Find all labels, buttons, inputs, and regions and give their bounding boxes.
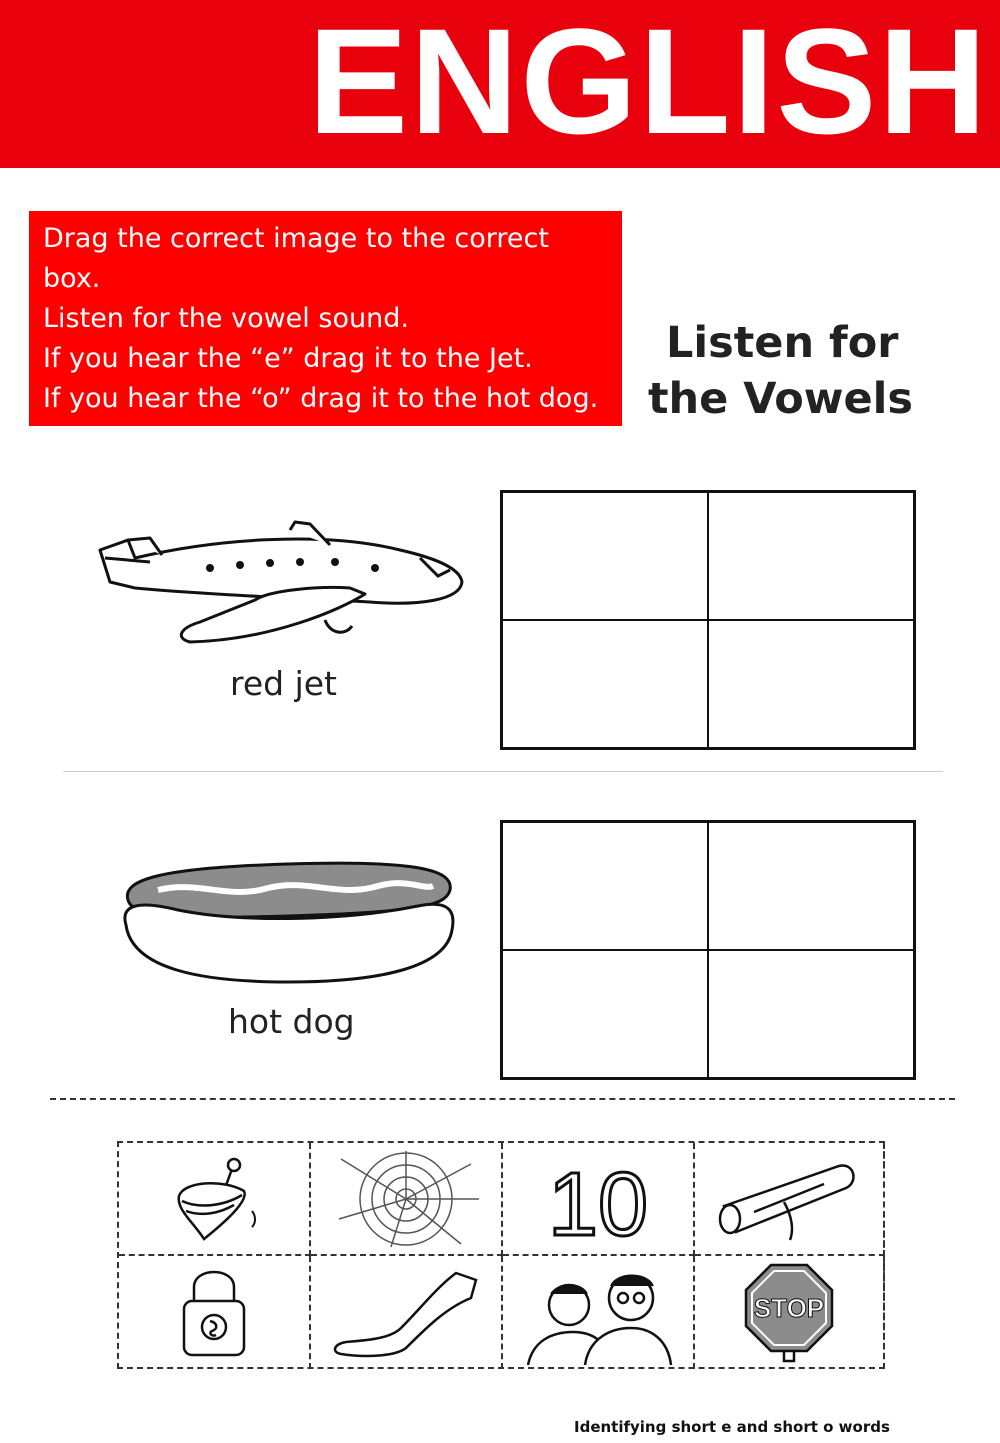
card-leg[interactable]: [311, 1256, 503, 1369]
instruction-line-3: Listen for the vowel sound.: [43, 303, 409, 334]
instructions-box: [29, 211, 622, 426]
cut-line: [50, 1098, 955, 1100]
hotdog-drop-grid: [500, 820, 916, 1080]
jet-icon: [90, 510, 470, 650]
hotdog-drop-box[interactable]: [502, 822, 708, 950]
jet-drop-box[interactable]: [502, 492, 708, 620]
jet-drop-box[interactable]: [708, 492, 914, 620]
jet-drop-box[interactable]: [708, 620, 914, 748]
instruction-line-1: Drag the correct image to the correct: [43, 223, 549, 254]
number-ten-icon: [538, 1149, 658, 1255]
log-icon: [714, 1154, 864, 1244]
footer-caption: Identifying short e and short o words: [574, 1418, 890, 1436]
section-divider: [63, 771, 943, 772]
hotdog-drop-box[interactable]: [708, 950, 914, 1078]
two-men-icon: [523, 1260, 673, 1365]
card-stop-sign[interactable]: [695, 1256, 885, 1369]
jet-drop-box[interactable]: [502, 620, 708, 748]
hotdog-drop-box[interactable]: [708, 822, 914, 950]
instruction-line-2: box.: [43, 263, 101, 294]
stop-sign-text: STOP: [753, 1292, 825, 1323]
card-padlock[interactable]: [119, 1256, 311, 1369]
hotdog-label: hot dog: [228, 1002, 355, 1041]
heading-line-2: the Vowels: [648, 374, 913, 424]
card-spinning-top[interactable]: [119, 1143, 311, 1256]
instruction-line-4: If you hear the “e” drag it to the Jet.: [43, 343, 533, 374]
card-spider-web[interactable]: [311, 1143, 503, 1256]
card-number-ten[interactable]: [503, 1143, 695, 1256]
worksheet-heading: [648, 315, 913, 427]
card-log[interactable]: [695, 1143, 885, 1256]
hotdog-icon: [118, 850, 458, 990]
instruction-line-5: If you hear the “o” drag it to the hot dog.: [43, 383, 599, 414]
padlock-icon: [174, 1265, 254, 1360]
jet-label: red jet: [230, 664, 337, 703]
header-banner: [0, 0, 1000, 168]
number-ten-text: 10: [547, 1154, 649, 1255]
banner-title: ENGLISH: [308, 0, 989, 165]
jet-drop-grid: [500, 490, 916, 750]
heading-line-1: Listen for: [666, 318, 899, 368]
stop-sign-icon: [744, 1263, 834, 1363]
leg-icon: [326, 1268, 486, 1358]
spinning-top-icon: [164, 1151, 264, 1246]
picture-cards: [117, 1141, 885, 1369]
spider-web-icon: [331, 1149, 481, 1249]
hotdog-drop-box[interactable]: [502, 950, 708, 1078]
card-two-men[interactable]: [503, 1256, 695, 1369]
